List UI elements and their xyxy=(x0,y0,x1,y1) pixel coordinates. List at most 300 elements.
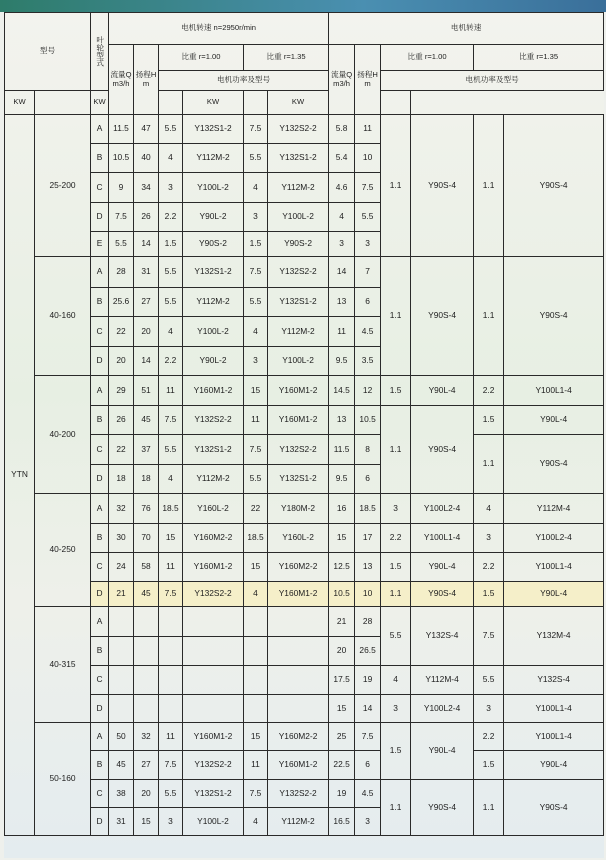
head-cell: 26 xyxy=(134,203,159,232)
head-low-cell: 7.5 xyxy=(355,723,381,751)
kw-cell: 11 xyxy=(244,406,268,435)
motor-model-cell xyxy=(183,607,244,637)
motor-model-cell: Y100L-2 xyxy=(268,347,329,376)
header-head-h-low: 扬程H m xyxy=(355,45,381,115)
table-row xyxy=(5,524,604,553)
motor-model-low-cell: Y90S-4 xyxy=(411,406,474,494)
flow-cell: 45 xyxy=(109,751,134,780)
kw-low-cell: 1.5 xyxy=(381,723,411,780)
head-low-cell: 7 xyxy=(355,257,381,288)
kw-cell: 5.5 xyxy=(159,115,183,144)
flow-cell xyxy=(109,607,134,637)
flow-low-cell: 9.5 xyxy=(329,347,355,376)
motor-model-cell: Y132S1-2 xyxy=(268,144,329,173)
header-kw: KW xyxy=(268,91,329,115)
header-impeller: 叶轮型式 xyxy=(91,13,109,91)
kw-cell xyxy=(244,666,268,695)
flow-low-cell: 20 xyxy=(329,637,355,666)
flow-cell: 22 xyxy=(109,317,134,347)
motor-model-cell xyxy=(268,637,329,666)
motor-model-cell: Y100L-2 xyxy=(268,203,329,232)
head-low-cell: 10.5 xyxy=(355,406,381,435)
kw-cell: 4 xyxy=(159,465,183,494)
impeller-type-cell: D xyxy=(91,465,109,494)
kw-low-cell: 1.1 xyxy=(474,257,504,376)
motor-model-low-cell: Y100L2-4 xyxy=(411,494,474,524)
head-low-cell: 4.5 xyxy=(355,317,381,347)
head-low-cell: 3 xyxy=(355,232,381,257)
kw-cell: 7.5 xyxy=(159,582,183,607)
motor-model-cell: Y100L-2 xyxy=(183,173,244,203)
motor-model-cell: Y132S1-2 xyxy=(183,435,244,465)
model-cell: 40-200 xyxy=(35,376,91,494)
flow-cell: 29 xyxy=(109,376,134,406)
kw-low-cell: 1.5 xyxy=(474,582,504,607)
table-row xyxy=(5,553,604,582)
head-low-cell: 13 xyxy=(355,553,381,582)
head-low-cell: 4.5 xyxy=(355,780,381,808)
head-cell: 45 xyxy=(134,582,159,607)
kw-low-cell: 2.2 xyxy=(381,524,411,553)
motor-model-low-cell: Y90S-4 xyxy=(411,257,474,376)
kw-low-cell: 5.5 xyxy=(474,666,504,695)
motor-model-low-cell: Y90S-4 xyxy=(411,115,474,257)
head-cell xyxy=(134,607,159,637)
flow-cell: 18 xyxy=(109,465,134,494)
impeller-type-cell: B xyxy=(91,637,109,666)
flow-cell: 32 xyxy=(109,494,134,524)
impeller-type-cell: B xyxy=(91,406,109,435)
motor-model-low-cell: Y90L-4 xyxy=(411,376,474,406)
flow-low-cell: 22.5 xyxy=(329,751,355,780)
table-row xyxy=(5,723,604,751)
table-body xyxy=(5,115,604,836)
impeller-type-cell: D xyxy=(91,582,109,607)
head-cell: 14 xyxy=(134,347,159,376)
head-cell xyxy=(134,666,159,695)
flow-cell: 21 xyxy=(109,582,134,607)
head-cell xyxy=(134,695,159,723)
impeller-type-cell: D xyxy=(91,203,109,232)
kw-cell xyxy=(244,695,268,723)
head-cell: 45 xyxy=(134,406,159,435)
kw-low-cell: 3 xyxy=(474,695,504,723)
kw-cell: 5.5 xyxy=(159,780,183,808)
table-row xyxy=(5,666,604,695)
motor-model-low-cell: Y90L-4 xyxy=(504,751,604,780)
motor-model-cell: Y132S2-2 xyxy=(268,780,329,808)
table-row xyxy=(5,780,604,808)
head-cell: 31 xyxy=(134,257,159,288)
header-sg-100: 比重 r=1.00 xyxy=(159,45,244,71)
flow-cell: 20 xyxy=(109,347,134,376)
impeller-type-cell: C xyxy=(91,780,109,808)
motor-model-cell: Y112M-2 xyxy=(183,288,244,317)
kw-cell: 7.5 xyxy=(159,751,183,780)
motor-model-low-cell: Y100L1-4 xyxy=(504,723,604,751)
head-low-cell: 28 xyxy=(355,607,381,637)
motor-model-cell: Y132S2-2 xyxy=(183,406,244,435)
head-cell: 34 xyxy=(134,173,159,203)
impeller-type-cell: A xyxy=(91,115,109,144)
kw-cell: 15 xyxy=(159,524,183,553)
header-kw: KW xyxy=(5,91,35,115)
kw-low-cell: 7.5 xyxy=(474,607,504,666)
motor-model-cell xyxy=(268,666,329,695)
pump-spec-table xyxy=(4,12,604,836)
kw-low-cell: 2.2 xyxy=(474,723,504,751)
header-motor-power-model-low: 电机功率及型号 xyxy=(381,71,604,91)
flow-cell: 10.5 xyxy=(109,144,134,173)
impeller-type-cell: B xyxy=(91,524,109,553)
motor-model-cell: Y132S1-2 xyxy=(268,288,329,317)
kw-cell xyxy=(159,607,183,637)
kw-cell: 7.5 xyxy=(244,780,268,808)
motor-model-cell: Y160M2-2 xyxy=(268,553,329,582)
motor-model-cell: Y132S1-2 xyxy=(183,115,244,144)
flow-cell: 50 xyxy=(109,723,134,751)
kw-cell xyxy=(159,666,183,695)
kw-low-cell: 5.5 xyxy=(381,607,411,666)
motor-model-cell: Y132S2-2 xyxy=(183,751,244,780)
motor-model-low-cell: Y132S-4 xyxy=(504,666,604,695)
header-model: 型号 xyxy=(5,13,91,91)
head-cell: 40 xyxy=(134,144,159,173)
motor-model-low-cell: Y112M-4 xyxy=(411,666,474,695)
flow-low-cell: 10.5 xyxy=(329,582,355,607)
header-sg-135: 比重 r=1.35 xyxy=(244,45,329,71)
kw-cell: 5.5 xyxy=(244,465,268,494)
header-kw: KW xyxy=(91,91,109,115)
motor-model-cell: Y112M-2 xyxy=(268,808,329,836)
flow-cell: 22 xyxy=(109,435,134,465)
kw-cell: 5.5 xyxy=(159,435,183,465)
head-low-cell: 10 xyxy=(355,582,381,607)
motor-model-cell: Y160M1-2 xyxy=(268,582,329,607)
head-low-cell: 3.5 xyxy=(355,347,381,376)
kw-low-cell: 1.5 xyxy=(381,376,411,406)
table-row xyxy=(5,751,604,780)
motor-model-cell: Y160M2-2 xyxy=(183,524,244,553)
kw-cell: 7.5 xyxy=(244,257,268,288)
head-cell: 15 xyxy=(134,808,159,836)
head-cell: 14 xyxy=(134,232,159,257)
kw-cell: 3 xyxy=(244,347,268,376)
motor-model-cell: Y160M1-2 xyxy=(268,376,329,406)
kw-cell: 5.5 xyxy=(244,144,268,173)
kw-cell: 4 xyxy=(244,317,268,347)
kw-low-cell: 1.1 xyxy=(474,435,504,494)
impeller-type-cell: B xyxy=(91,144,109,173)
motor-model-cell: Y90L-2 xyxy=(183,203,244,232)
flow-low-cell: 21 xyxy=(329,607,355,637)
flow-cell: 31 xyxy=(109,808,134,836)
motor-model-cell: Y90S-2 xyxy=(183,232,244,257)
kw-low-cell: 3 xyxy=(474,524,504,553)
motor-model-cell xyxy=(268,607,329,637)
head-cell xyxy=(134,637,159,666)
kw-cell: 5.5 xyxy=(159,288,183,317)
impeller-type-cell: E xyxy=(91,232,109,257)
header-head-h: 扬程H m xyxy=(134,45,159,115)
model-cell: 40-160 xyxy=(35,257,91,376)
kw-low-cell: 1.5 xyxy=(474,406,504,435)
flow-cell xyxy=(109,637,134,666)
kw-low-cell: 1.1 xyxy=(381,582,411,607)
header-speed-1450: 电机转速 xyxy=(329,13,604,45)
motor-model-cell: Y132S2-2 xyxy=(268,435,329,465)
kw-cell: 11 xyxy=(159,376,183,406)
kw-cell: 4 xyxy=(159,144,183,173)
flow-low-cell: 9.5 xyxy=(329,465,355,494)
motor-model-cell xyxy=(268,695,329,723)
header-kw: KW xyxy=(183,91,244,115)
kw-cell: 5.5 xyxy=(159,257,183,288)
kw-cell: 1.5 xyxy=(159,232,183,257)
kw-cell: 7.5 xyxy=(244,115,268,144)
kw-cell: 11 xyxy=(159,553,183,582)
motor-model-low-cell: Y90S-4 xyxy=(411,582,474,607)
motor-model-cell: Y132S1-2 xyxy=(183,780,244,808)
motor-model-low-cell: Y132M-4 xyxy=(504,607,604,666)
head-low-cell: 8 xyxy=(355,435,381,465)
kw-cell: 18.5 xyxy=(159,494,183,524)
motor-model-low-cell: Y90S-4 xyxy=(411,780,474,836)
head-cell: 70 xyxy=(134,524,159,553)
flow-low-cell: 3 xyxy=(329,232,355,257)
flow-cell xyxy=(109,666,134,695)
kw-cell: 11 xyxy=(244,751,268,780)
kw-low-cell: 3 xyxy=(381,494,411,524)
flow-low-cell: 4 xyxy=(329,203,355,232)
kw-cell: 2.2 xyxy=(159,203,183,232)
flow-low-cell: 13 xyxy=(329,288,355,317)
top-color-stripe xyxy=(0,0,606,12)
kw-low-cell: 2.2 xyxy=(474,553,504,582)
kw-cell: 11 xyxy=(159,723,183,751)
motor-model-cell: Y100L-2 xyxy=(183,808,244,836)
kw-low-cell: 1.1 xyxy=(381,406,411,494)
head-cell: 32 xyxy=(134,723,159,751)
flow-cell xyxy=(109,695,134,723)
table-row xyxy=(5,376,604,406)
impeller-type-cell: B xyxy=(91,751,109,780)
impeller-type-cell: C xyxy=(91,553,109,582)
motor-model-cell: Y160M1-2 xyxy=(183,723,244,751)
series-cell: YTN xyxy=(5,115,35,836)
head-low-cell: 3 xyxy=(355,808,381,836)
kw-cell: 3 xyxy=(159,808,183,836)
model-cell: 40-250 xyxy=(35,494,91,607)
table-row xyxy=(5,406,604,435)
flow-low-cell: 11.5 xyxy=(329,435,355,465)
motor-model-cell: Y160M1-2 xyxy=(268,751,329,780)
kw-low-cell: 1.1 xyxy=(381,115,411,257)
head-cell: 76 xyxy=(134,494,159,524)
kw-cell xyxy=(159,637,183,666)
head-cell: 51 xyxy=(134,376,159,406)
flow-cell: 7.5 xyxy=(109,203,134,232)
motor-model-cell: Y100L-2 xyxy=(183,317,244,347)
head-low-cell: 19 xyxy=(355,666,381,695)
motor-model-low-cell: Y100L1-4 xyxy=(504,376,604,406)
kw-low-cell: 4 xyxy=(381,666,411,695)
impeller-type-cell: D xyxy=(91,347,109,376)
kw-cell: 15 xyxy=(244,376,268,406)
head-low-cell: 14 xyxy=(355,695,381,723)
motor-model-cell: Y160M1-2 xyxy=(183,553,244,582)
motor-model-low-cell: Y90L-4 xyxy=(411,553,474,582)
kw-low-cell: 2.2 xyxy=(474,376,504,406)
motor-model-cell: Y160L-2 xyxy=(183,494,244,524)
motor-model-cell xyxy=(183,695,244,723)
table-row xyxy=(5,115,604,144)
kw-low-cell: 1.1 xyxy=(474,780,504,836)
motor-model-cell: Y160M2-2 xyxy=(268,723,329,751)
header-sg-100-low: 比重 r=1.00 xyxy=(381,45,474,71)
table-row xyxy=(5,607,604,637)
kw-cell: 2.2 xyxy=(159,347,183,376)
flow-low-cell: 15 xyxy=(329,524,355,553)
kw-low-cell: 1.1 xyxy=(474,115,504,257)
kw-cell: 4 xyxy=(244,808,268,836)
kw-cell xyxy=(244,607,268,637)
head-low-cell: 7.5 xyxy=(355,173,381,203)
impeller-type-cell: D xyxy=(91,695,109,723)
impeller-type-cell: A xyxy=(91,376,109,406)
head-low-cell: 26.5 xyxy=(355,637,381,666)
header-motor-power-model: 电机功率及型号 xyxy=(159,71,329,91)
kw-cell: 18.5 xyxy=(244,524,268,553)
kw-low-cell: 3 xyxy=(381,695,411,723)
kw-low-cell: 4 xyxy=(474,494,504,524)
motor-model-cell: Y132S2-2 xyxy=(183,582,244,607)
motor-model-low-cell: Y100L2-4 xyxy=(411,695,474,723)
impeller-type-cell: D xyxy=(91,808,109,836)
impeller-type-cell: A xyxy=(91,257,109,288)
flow-low-cell: 14.5 xyxy=(329,376,355,406)
flow-low-cell: 16 xyxy=(329,494,355,524)
kw-cell xyxy=(159,695,183,723)
table-row xyxy=(5,582,604,607)
motor-model-cell: Y160M1-2 xyxy=(183,376,244,406)
motor-model-cell: Y132S1-2 xyxy=(183,257,244,288)
flow-low-cell: 11 xyxy=(329,317,355,347)
flow-low-cell: 5.4 xyxy=(329,144,355,173)
impeller-type-cell: C xyxy=(91,435,109,465)
kw-cell: 4 xyxy=(244,173,268,203)
head-cell: 27 xyxy=(134,288,159,317)
table-row xyxy=(5,435,604,465)
table-row xyxy=(5,257,604,288)
motor-model-low-cell: Y90S-4 xyxy=(504,780,604,836)
header-flow-q: 流量Q m3/h xyxy=(109,45,134,115)
kw-cell: 7.5 xyxy=(244,435,268,465)
table-row xyxy=(5,695,604,723)
kw-cell: 4 xyxy=(244,582,268,607)
motor-model-cell: Y132S2-2 xyxy=(268,115,329,144)
head-cell: 58 xyxy=(134,553,159,582)
kw-cell: 3 xyxy=(159,173,183,203)
head-low-cell: 18.5 xyxy=(355,494,381,524)
flow-low-cell: 13 xyxy=(329,406,355,435)
header-speed-2950: 电机转速 n=2950r/min xyxy=(109,13,329,45)
flow-low-cell: 25 xyxy=(329,723,355,751)
kw-low-cell: 1.5 xyxy=(381,553,411,582)
flow-cell: 38 xyxy=(109,780,134,808)
head-low-cell: 12 xyxy=(355,376,381,406)
impeller-type-cell: C xyxy=(91,666,109,695)
head-cell: 27 xyxy=(134,751,159,780)
flow-cell: 26 xyxy=(109,406,134,435)
flow-cell: 24 xyxy=(109,553,134,582)
head-low-cell: 6 xyxy=(355,751,381,780)
flow-cell: 11.5 xyxy=(109,115,134,144)
motor-model-low-cell: Y100L1-4 xyxy=(504,695,604,723)
head-low-cell: 10 xyxy=(355,144,381,173)
impeller-type-cell: B xyxy=(91,288,109,317)
head-cell: 20 xyxy=(134,780,159,808)
head-cell: 20 xyxy=(134,317,159,347)
flow-cell: 30 xyxy=(109,524,134,553)
motor-model-cell: Y112M-2 xyxy=(268,317,329,347)
motor-model-low-cell: Y90S-4 xyxy=(504,115,604,257)
motor-model-cell: Y160M1-2 xyxy=(268,406,329,435)
motor-model-low-cell: Y90L-4 xyxy=(504,582,604,607)
motor-model-low-cell: Y90L-4 xyxy=(504,406,604,435)
table-row xyxy=(5,494,604,524)
motor-model-low-cell: Y100L1-4 xyxy=(411,524,474,553)
kw-cell: 3 xyxy=(244,203,268,232)
motor-model-low-cell: Y90S-4 xyxy=(504,435,604,494)
motor-model-low-cell: Y100L1-4 xyxy=(504,553,604,582)
motor-model-low-cell: Y90L-4 xyxy=(411,723,474,780)
head-low-cell: 17 xyxy=(355,524,381,553)
motor-model-cell: Y132S1-2 xyxy=(268,465,329,494)
impeller-type-cell: A xyxy=(91,494,109,524)
kw-low-cell: 1.1 xyxy=(381,780,411,836)
motor-model-low-cell: Y100L2-4 xyxy=(504,524,604,553)
kw-low-cell: 1.1 xyxy=(381,257,411,376)
motor-model-low-cell: Y132S-4 xyxy=(411,607,474,666)
impeller-type-cell: A xyxy=(91,723,109,751)
flow-cell: 28 xyxy=(109,257,134,288)
head-cell: 18 xyxy=(134,465,159,494)
head-low-cell: 5.5 xyxy=(355,203,381,232)
impeller-type-cell: C xyxy=(91,317,109,347)
head-low-cell: 6 xyxy=(355,288,381,317)
flow-low-cell: 5.8 xyxy=(329,115,355,144)
flow-cell: 25.6 xyxy=(109,288,134,317)
motor-model-cell: Y180M-2 xyxy=(268,494,329,524)
flow-low-cell: 14 xyxy=(329,257,355,288)
motor-model-cell: Y160L-2 xyxy=(268,524,329,553)
motor-model-cell: Y112M-2 xyxy=(268,173,329,203)
head-low-cell: 6 xyxy=(355,465,381,494)
motor-model-cell: Y112M-2 xyxy=(183,465,244,494)
head-low-cell: 11 xyxy=(355,115,381,144)
flow-cell: 5.5 xyxy=(109,232,134,257)
flow-low-cell: 15 xyxy=(329,695,355,723)
kw-cell: 15 xyxy=(244,723,268,751)
flow-low-cell: 17.5 xyxy=(329,666,355,695)
kw-cell: 7.5 xyxy=(159,406,183,435)
motor-model-low-cell: Y112M-4 xyxy=(504,494,604,524)
motor-model-cell: Y132S2-2 xyxy=(268,257,329,288)
kw-cell: 5.5 xyxy=(244,288,268,317)
motor-model-cell: Y90S-2 xyxy=(268,232,329,257)
kw-cell: 1.5 xyxy=(244,232,268,257)
